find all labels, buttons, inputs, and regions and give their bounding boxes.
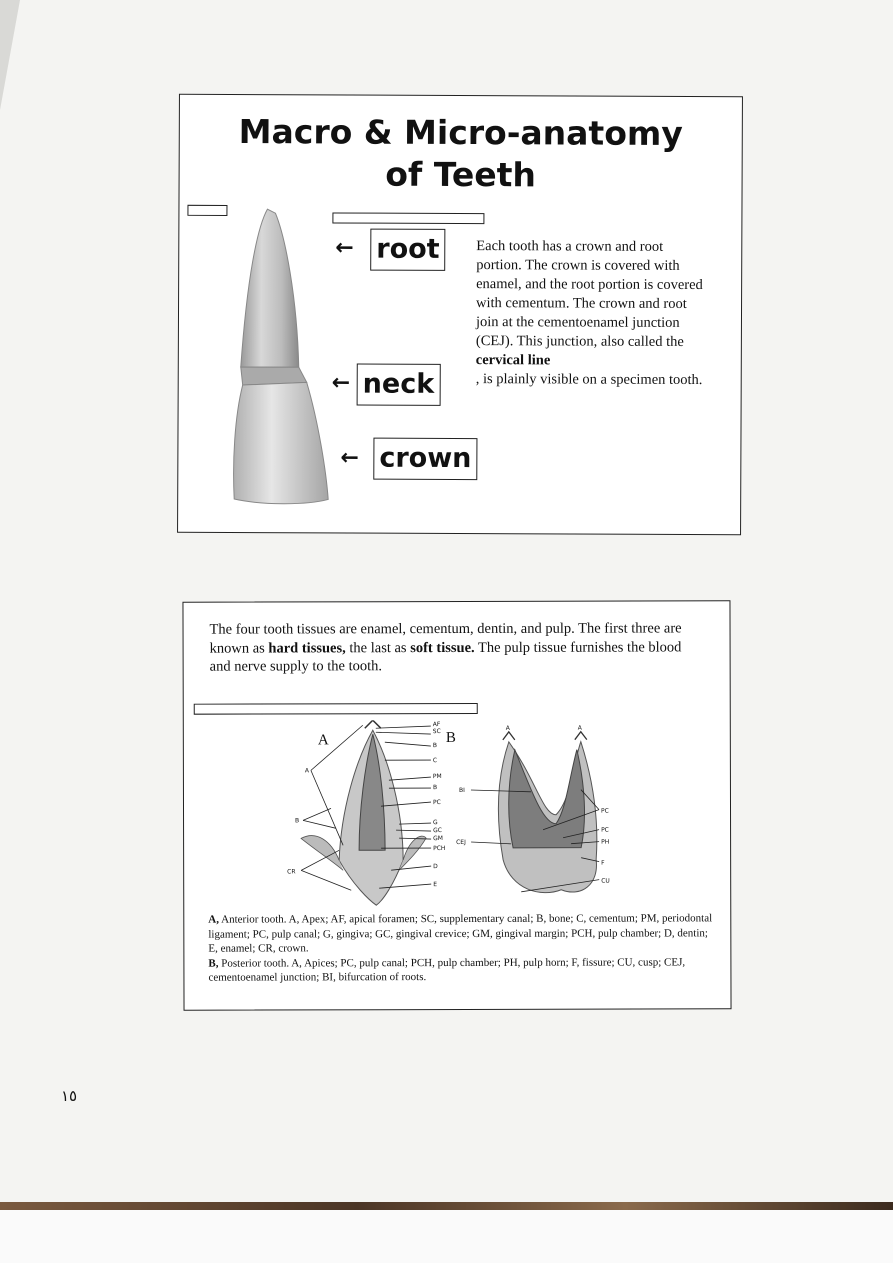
diagram-label-B: B: [445, 730, 456, 747]
intro-text-1: The four tooth tissues are enamel, cementum, dentin, and pulp. The first three are known as: [209, 620, 682, 657]
scan-corner-shadow: [0, 0, 20, 110]
description-text-2: , is plainly visible on a specimen tooth.: [475, 371, 703, 389]
tooth-illustration: [226, 207, 339, 507]
label-B-1: B: [432, 742, 437, 750]
label-B-2: B: [432, 784, 438, 792]
slide-macro-anatomy: [177, 94, 743, 535]
label-apex-2: A: [577, 724, 582, 732]
intro-bold-soft: soft tissue.: [410, 639, 475, 656]
caption-a-label: A,: [208, 913, 220, 926]
label-PM: PM: [432, 773, 442, 781]
description-bold: cervical line: [475, 352, 551, 369]
label-GM: GM: [433, 835, 443, 843]
caption-b-label: B,: [208, 957, 219, 970]
placeholder-bar-top: [332, 212, 484, 224]
placeholder-bar: [194, 703, 478, 715]
label-G: G: [433, 819, 438, 827]
arrow-to-root: ←: [335, 235, 354, 261]
slide-tooth-tissues: [182, 600, 731, 1010]
label-C: C: [432, 757, 438, 765]
page-number: ١٥: [61, 1087, 78, 1105]
diagram-label-A: A: [317, 732, 329, 749]
label-PC: PC: [432, 799, 441, 807]
arrow-to-neck: ←: [331, 370, 351, 396]
scan-edge-band: [0, 1202, 893, 1210]
diagram-caption: [208, 911, 718, 985]
label-crown: crown: [373, 438, 477, 480]
label-GC: GC: [433, 827, 442, 835]
label-PC-2: PC: [601, 826, 609, 834]
label-F: F: [601, 859, 605, 867]
label-AF: AF: [432, 721, 441, 729]
label-CU: CU: [601, 877, 610, 885]
scan-bottom-area: [0, 1210, 893, 1263]
label-PC-1: PC: [601, 807, 609, 815]
intro-text-2: the last as: [349, 639, 407, 656]
tissues-intro: [210, 619, 700, 676]
label-BI: BI: [458, 786, 465, 794]
label-E: E: [433, 881, 438, 889]
caption-a-text: Anterior tooth. A, Apex; AF, apical foramen; SC, supplementary canal; B, bone; C, cementum; PM, periodontal ligament; PC, pulp canal; G, gingiva; GC, gingival crevice; GM, gingival margin; PCH, pulp chamber; D, dentin; E, enamel; CR, crown.: [208, 912, 713, 955]
slide-title: [180, 111, 742, 197]
title-line-1: Macro & Micro-anatomy: [238, 112, 683, 153]
label-neck: neck: [357, 364, 441, 406]
label-PCH: PCH: [433, 845, 446, 853]
placeholder-bar-left: [187, 205, 227, 216]
intro-text-3: The pulp tissue furnishes the blood and nerve supply to the tooth.: [209, 638, 682, 675]
tooth-section-diagram: [281, 720, 621, 911]
arrow-to-crown: ←: [340, 445, 359, 471]
label-left-B: B: [295, 817, 300, 825]
label-SC: SC: [432, 728, 441, 736]
label-left-A: A: [304, 767, 310, 775]
label-CEJ: CEJ: [456, 838, 466, 847]
label-PH: PH: [601, 838, 610, 846]
tooth-description: [476, 237, 707, 390]
caption-b-text: Posterior tooth. A, Apices; PC, pulp canal; PCH, pulp chamber; PH, pulp horn; F, fissure; CU, cusp; CEJ, cementoenamel junction; BI, bifurcation of roots.: [208, 955, 686, 984]
intro-bold-hard: hard tissues,: [268, 639, 346, 656]
label-root: root: [370, 229, 446, 271]
label-D: D: [433, 863, 438, 871]
title-line-2: of Teeth: [385, 154, 537, 195]
label-left-CR: CR: [287, 868, 296, 876]
label-apex-1: A: [505, 724, 510, 732]
description-text-1: Each tooth has a crown and root portion. The crown is covered with enamel, and the root portion is covered with cementum. The crown and root join at the cementoenamel junction (CEJ). This junction, also called the: [475, 238, 703, 350]
